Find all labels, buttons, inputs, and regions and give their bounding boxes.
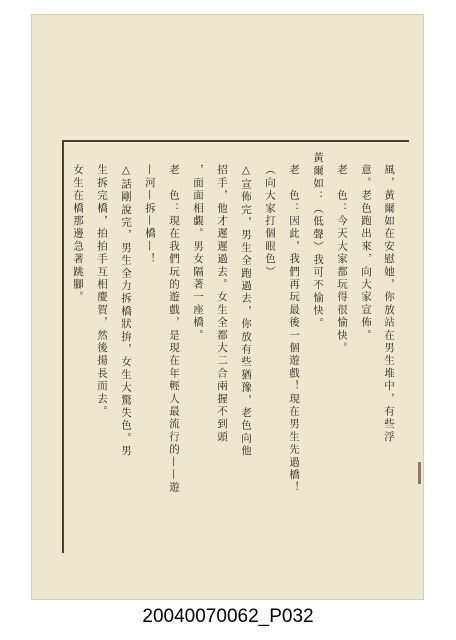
text-column-10: 老 色：現在我們玩的遊戲，是現在年輕人最流行的——遊 xyxy=(168,164,180,495)
text-column-3: 老 色：今天大家都玩得很愉快。 xyxy=(336,164,348,355)
text-column-4: 黃爾如：（低聲）我可不愉快。 xyxy=(312,152,324,330)
left-border-line xyxy=(62,140,64,553)
text-column-8: 招手，他才遲遲過去。女生全都大二合兩握不到頭 xyxy=(216,164,228,444)
text-column-12: △話剛說完，男生全力拆橋狀拚，女生大驚失色。男 xyxy=(120,164,132,458)
text-column-2: 意。老色跑出來，向大家宣佈。 xyxy=(360,164,372,342)
text-column-11: —河—拆—橋—！ xyxy=(144,164,156,266)
page-edge-mark xyxy=(418,462,421,484)
text-column-9: ，面面相覷。男女隔著一座橋。 xyxy=(192,164,204,342)
text-column-5: 老 色：因此，我們再玩最後一個遊戲！現在男生先過橋！ xyxy=(288,164,300,495)
text-column-13: 生拆完橋，拍拍手互相慶賀，然後揚長而去。 xyxy=(96,164,108,418)
text-column-14: 女生在橋那邊急著跳腳。 xyxy=(72,164,84,304)
text-column-1: 風，黃爾如在安慰她，你放站在男生堆中，有些浮 xyxy=(383,164,395,444)
text-column-7: △宣佈完，男生全跑過去，你放有些猶豫，老色向他 xyxy=(240,164,252,458)
top-border-line xyxy=(62,140,409,142)
text-column-6: （向大家打個眼色） xyxy=(264,164,276,279)
image-caption: 20040070062_P032 xyxy=(142,606,314,627)
